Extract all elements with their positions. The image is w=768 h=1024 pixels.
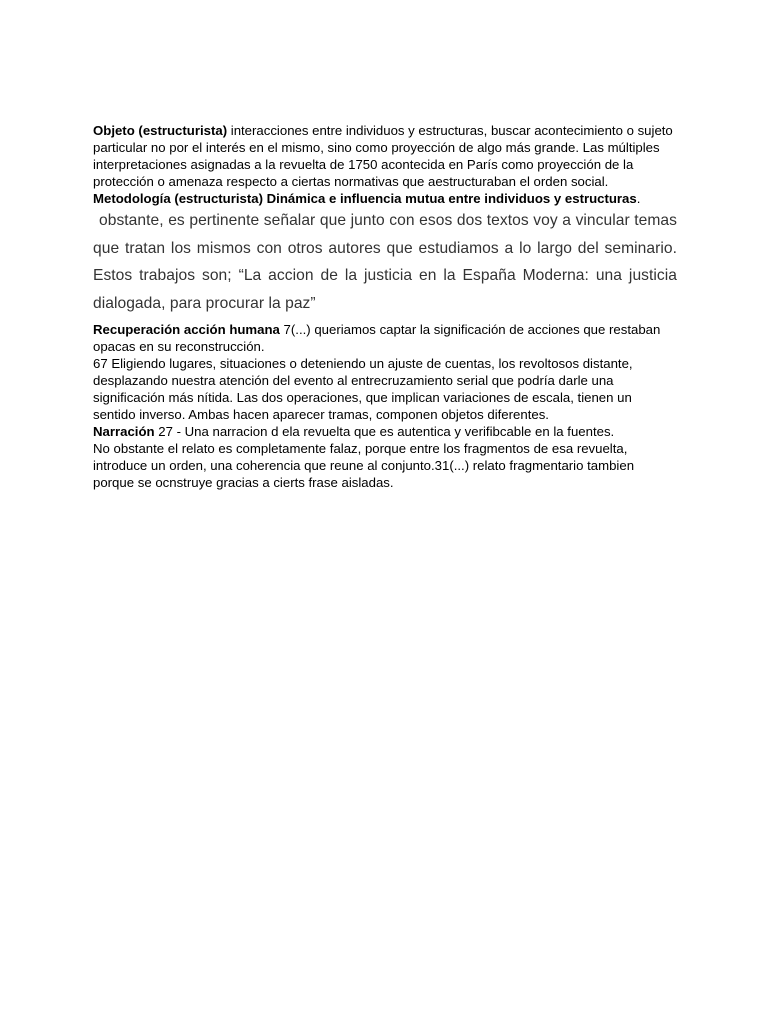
heading-recuperacion: Recuperación acción humana — [93, 322, 280, 337]
paragraph-67: 67 Eligiendo lugares, situaciones o deteniendo un ajuste de cuentas, los revoltosos distante, desplazando nuestra atención del evento al entrecruzamiento serial que podría darle una significación más nítida. Las dos operaciones, que implican variaciones de escala, tienen un sentido inverso. Ambas hacen aparecer tramas, componen objetos diferentes. — [93, 356, 633, 422]
paragraph-metodologia — [93, 190, 677, 207]
document-body — [93, 122, 677, 491]
heading-objeto: Objeto (estructurista) — [93, 123, 228, 138]
paragraph-no-obstante: No obstante el relato es completamente falaz, porque entre los fragmentos de esa revuelta, introduce un orden, una coherencia que reune al conjunto.31(...) relato fragmentario tambien porque se ocnstruye gracias a cierts frase aisladas. — [93, 441, 635, 490]
text-recuperacion: 7(...) queriamos captar la significación de acciones que restaban opacas en su reconstrucción. — [93, 322, 661, 354]
text-obstante: obstante, es pertinente señalar que junto con esos dos textos voy a vincular temas que tratan los mismos con otros autores que estudiamos a lo largo del seminario. Estos trabajos son; “La accion de la justicia en la España Moderna: una justicia dialogada, para procurar la paz” — [93, 212, 677, 312]
paragraph-objeto — [93, 122, 677, 190]
heading-narracion: Narración — [93, 424, 155, 439]
paragraph-narracion — [93, 423, 677, 440]
text-narracion: 27 - Una narracion d ela revuelta que es autentica y verifibcable en la fuentes. — [154, 424, 615, 439]
paragraph-obstante — [93, 207, 677, 317]
paragraph-recuperacion — [93, 321, 677, 355]
metodologia-tail: . — [636, 191, 641, 206]
text-objeto: interacciones entre individuos y estructuras, buscar acontecimiento o sujeto particular no por el interés en el mismo, sino como proyección de algo más grande. Las múltiples interpretaciones asignadas a la revuelta de 1750 acontecida en París como proyección de la protección o amenaza respecto a ciertas normativas que aestructuraban el orden social. — [93, 123, 673, 189]
heading-metodologia: Metodología (estructurista) Dinámica e influencia mutua entre individuos y estructuras — [93, 191, 637, 206]
